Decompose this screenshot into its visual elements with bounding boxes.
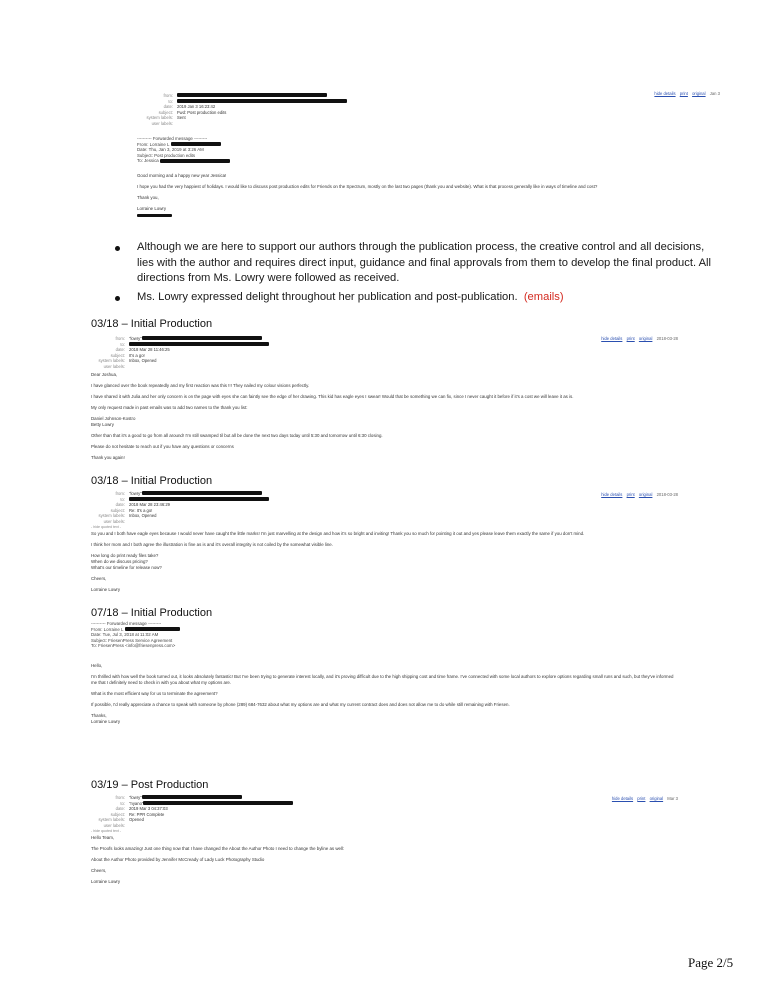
hide-quoted-text-link[interactable]: - hide quoted text - (91, 525, 121, 529)
email-header: from: "lowry" to: "nyano" date: 2019 Mar 3 04:37:03 subject: Re: PPR Complete system labels: Opened user labels: hide details print original Mar 3 (98, 795, 678, 828)
email-date-short: 2018-03-28 (656, 492, 678, 497)
original-link[interactable]: original (649, 796, 664, 801)
email-screenshot-3 (91, 489, 682, 607)
email-screenshot-1: from: to: date: 2019 Jan 3 16:23:42 subject: Fwd: Post production edits system labels: Sent user labels: hide details print original Jan 3 ---------- Forwarded message --------- From: Lorraine L Date: Thu, Jan 3, 2019 at 3:26 AM Subject: Post production edits To: Jessica Good morning and a happy new year Jessica! I hope you had the very happiest of holidays. I would like to discuss post production edits for Friends on the Spectrum, mostly on the last two pages (thank you and website). What is that process generally like in ways of timeline and cost? Thank you, Lorraine Lowry (137, 88, 724, 238)
email-screenshot-4: ---------- Forwarded message --------- From: Lorraine L Date: Tue, Jul 3, 2018 at 11:02 AM Subject: FriesenPress Service Agreement To: FriesenPress <info@friesenpress.com> Hello, I'm thrilled with how well the book turned out, it looks absolutely fantastic! But I've been trying to generate interest locally, and it's proving difficult due to the high shipping cost and time frame. I've connected with some local authors to explore options regarding small runs and such, but they've informed me that I definitely need to check in with you about what my options are. What is the most efficient way for us to terminate the agreement? If possible, I'd really appreciate a chance to speak with someone by phone (289) 684-7632 about what my options are and what my current contract does and does not allow me to do while still remaining with Friesen. Thanks, Lorraine Lowry (91, 621, 682, 748)
emails-note: (emails) (523, 290, 564, 303)
email-links (601, 491, 678, 498)
redaction-bar (129, 497, 269, 501)
email-header: from: "lowry" to: date: 2018 Mar 28 23:46:29 subject: Re: It's a go! system labels: Inbox, Opened user labels: hide details print original 2018-03-28 (98, 491, 678, 524)
email-date-short: Jan 3 (709, 91, 720, 96)
caption-initial-production-2: 03/18 – Initial Production (91, 475, 213, 487)
email-body: Hello, I'm thrilled with how well the book turned out, it looks absolutely fantastic! But I've been trying to generate interest locally, and it's proving difficult due to the high shipping cost and time frame. I've connected with some local authors to explore options regarding small runs and such, but they've informed me that I definitely need to check in with you about what my options are. What is the most efficient way for us to terminate the agreement? If possible, I'd really appreciate a chance to speak with someone by phone (289) 684-7632 about what my options are and what my current contract does and does not allow me to do while still remaining with Friesen. Thanks, Lorraine Lowry (91, 662, 674, 724)
email-date-short: Mar 3 (667, 796, 678, 801)
original-link[interactable]: original (692, 91, 706, 96)
bullet-item: Although we are here to support our authors through the publication process, the creative control and all decisions, lies with the author and requires direct input, guidance and final approvals from them to develop the final product. All directions from Ms. Lowry were followed as received. (115, 240, 715, 287)
redaction-bar (129, 342, 269, 346)
hide-details-link[interactable]: hide details (611, 796, 634, 801)
redaction-bar (137, 214, 172, 217)
redaction-bar (171, 142, 221, 146)
email-links (654, 90, 720, 97)
redaction-bar (142, 795, 242, 799)
hide-details-link[interactable]: hide details (601, 492, 623, 497)
hide-quoted-text-link[interactable]: - hide quoted text - (91, 829, 121, 833)
bullet-list (115, 240, 715, 308)
print-link[interactable]: print (679, 91, 688, 96)
caption-initial-production-1: 03/18 – Initial Production (91, 318, 213, 330)
email-body: Dear Joshua, I have glanced over the book repeatedly and my first reaction was this !!! They nailed my colour visions perfectly. I have shared it with Julia and her only concern is on the page with eyes she can faintly see the edge of her drawing. This kid has eagle eyes I swear! Would that be something we can fix, since I never caught it before if it's a cost we will leave it as is. My only request made in past emails was to add two names to the thank you list: Daniel Johnson-Kostro Betty Lowry Other than that it's a good to go from all around! I'm still swamped til but all be done the next two days today until 5:30 and tomorrow until 6:30 closing. Please do not hesitate to reach out if you have any questions or concerns Thank you again! (91, 372, 574, 460)
redaction-bar (143, 801, 293, 805)
forwarded-label: ---------- Forwarded message --------- (137, 136, 208, 141)
page-number: Page 2/5 (688, 955, 734, 970)
hide-details-link[interactable]: hide details (601, 336, 623, 341)
redaction-bar (142, 336, 262, 340)
email-links (612, 795, 678, 802)
email-body: So you and I both have eagle eyes because I would never have caught the little marks! I'm just marvelling at the design and how it's so bright and inviting! Thank you so much for pointing it out and yes please leave them exactly the same if you don't mind. I think her mom and I both agree the illustration is fine as is and it's overall integrity is not coiled by the somewhat visible line. How long do print ready files take? When do we discuss pricing? What's our timeline for release now? Cheers, Lorraine Lowry (91, 531, 585, 592)
email-body: Good morning and a happy new year Jessica! I hope you had the very happiest of holidays. I would like to discuss post production edits for Friends on the Spectrum, mostly on the last two pages (thank you and website). What is that process generally like in ways of timeline and cost? Thank you, Lorraine Lowry (137, 173, 724, 219)
caption-post-production: 03/19 – Post Production (91, 779, 209, 791)
print-link[interactable]: print (626, 492, 635, 497)
redaction-bar (125, 627, 180, 631)
email-date-short: 2018-03-28 (656, 336, 678, 341)
hide-details-link[interactable]: hide details (654, 91, 676, 96)
original-link[interactable]: original (638, 492, 653, 497)
bullet-icon (115, 296, 120, 301)
redaction-bar (142, 491, 262, 495)
email-header: from: to: date: 2019 Jan 3 16:23:42 subject: Fwd: Post production edits system labels: Sent user labels: hide details print original Jan 3 (146, 91, 720, 126)
print-link[interactable]: print (637, 796, 646, 801)
email-links (601, 335, 678, 342)
print-link[interactable]: print (626, 336, 635, 341)
bullet-item: Ms. Lowry expressed delight throughout her publication and post-publication. (emails) (115, 290, 715, 306)
caption-initial-production-3: 07/18 – Initial Production (91, 607, 213, 619)
bullet-icon (115, 246, 120, 251)
email-screenshot-2 (91, 333, 682, 476)
redaction-bar (177, 93, 327, 97)
email-body: Hello Team, The Proofs looks amazing! Just one thing now that I have changed the About the Author Photo I need to change the byline as well: About the Author Photo provided by Jennifer McCready of Lady Luck Photography Studio Cheers, Lorraine Lowry (91, 835, 345, 884)
original-link[interactable]: original (638, 336, 653, 341)
redaction-bar (177, 99, 347, 103)
email-header: from: "lowry" to: date: 2018 Mar 28 11:46:25 subject: It's a go! system labels: Inbox, Opened user labels: hide details print original 2018-03-28 (98, 336, 678, 369)
email-screenshot-5 (91, 793, 682, 901)
redaction-bar (160, 159, 230, 163)
forwarded-label: ---------- Forwarded message --------- (91, 621, 162, 626)
